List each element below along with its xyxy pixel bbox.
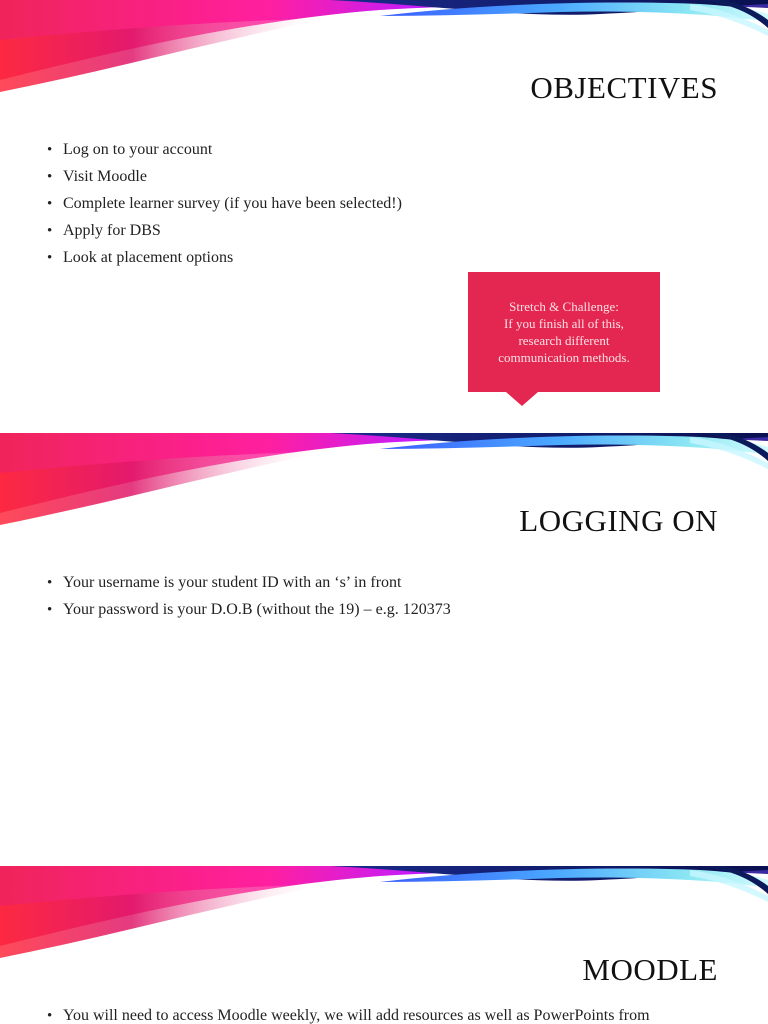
- stretch-challenge-callout: [468, 272, 660, 392]
- bullet-list: [45, 573, 451, 627]
- slide-title: OBJECTIVES: [530, 70, 718, 105]
- callout-line: research different: [518, 333, 610, 348]
- list-item: • Log on to your account: [45, 140, 402, 167]
- callout-line: communication methods.: [498, 350, 630, 365]
- list-item: • Look at placement options: [45, 248, 402, 275]
- list-item: • Your username is your student ID with an ‘s’ in front: [45, 573, 451, 600]
- list-item: • Apply for DBS: [45, 221, 402, 248]
- slide-logging-on: [0, 433, 768, 866]
- slide-title: MOODLE: [582, 952, 718, 987]
- callout-line: If you finish all of this,: [504, 316, 624, 331]
- slide-moodle: [0, 866, 768, 1024]
- slide-title: LOGGING ON: [519, 503, 718, 538]
- list-item: • Complete learner survey (if you have been selected!): [45, 194, 402, 221]
- slide-objectives: [0, 0, 768, 433]
- bullet-list: [45, 140, 402, 275]
- bullet-list: [45, 1006, 650, 1024]
- list-item: • Visit Moodle: [45, 167, 402, 194]
- callout-heading: Stretch & Challenge:: [509, 299, 619, 314]
- list-item: • Your password is your D.O.B (without the 19) – e.g. 120373: [45, 600, 451, 627]
- list-item: • You will need to access Moodle weekly, we will add resources as well as PowerPoints from: [45, 1006, 650, 1024]
